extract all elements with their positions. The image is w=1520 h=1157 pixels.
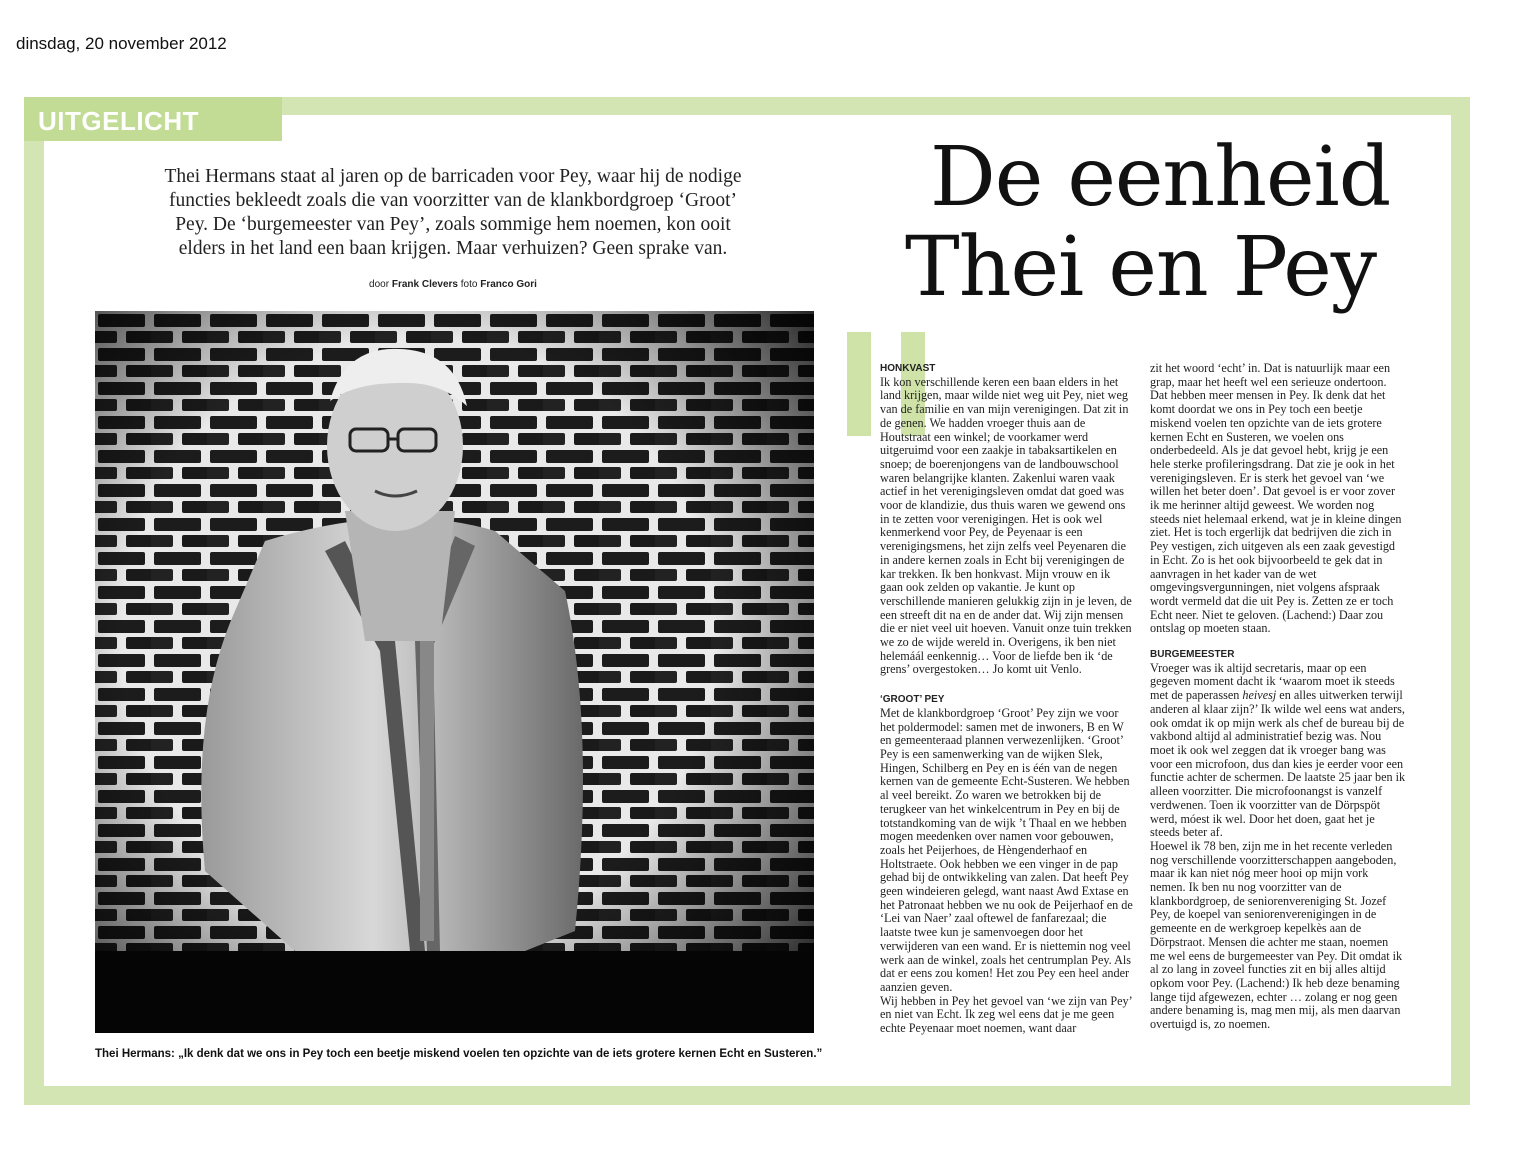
subheading-burgemeester: BURGEMEESTER [1150, 649, 1235, 661]
portrait-photo [95, 311, 814, 1033]
paragraph: Hoewel ik 78 ben, zijn me in het recente verleden nog verschillende voorzitterschappen aangeboden, maar ik kan niet nóg meer hooi op mijn vork nemen. Ik ben nu nog voorzitter van de klankbordgroep, de seniorenvereniging St. Jozef Pey, de koepel van seniorenverenigingen in de gemeente en de werkgroep kepelkès aan de Dörpstraot. Mensen die achter me staan, noemen me wel eens de burgemeester van Pey. Dit omdat ik al zo lang in zoveel functies zit en bij alles altijd opkom voor Pey. (Lachend:) Ik heb deze benaming lange tijd afgewezen, echter … zolang er nog geen andere benaming is, mag men mij, als men daarvan overtuigd is, zo noemen. [1150, 838, 1403, 1032]
photo-caption: Thei Hermans: „Ik denk dat we ons in Pey toch een beetje miskend voelen ten opzichte van de iets grotere kernen Echt en Susteren.” [95, 1048, 823, 1060]
paragraph: Met de klankbordgroep ‘Groot’ Pey zijn we voor het poldermodel: samen met de inwoners, B en W en gemeenteraad plannen verwezenlijken. ‘Groot’ Pey is een samenwerking van de wijken Slek, Hingen, Schilberg en Pey en is één van de negen kernen van de gemeente Echt-Susteren. We hebben al veel bereikt. Zo waren we betrokken bij de terugkeer van het winkelcentrum in Pey en bij de totstandkoming van de wijk ’t Thaal en we hebben mogen meedenken over namen voor gebouwen, zoals het Peijerhoes, de Hèngenderhaof en Holtstraete. Ook hebben we een vinger in de pap gehad bij de ontwikkeling van zalen. Dat heeft Pey geen windeieren gelegd, want naast Awd Extase en het Patronaat hebben we nu ook de Peijerhaof en de ‘Lei van Naer’ zaal oftewel de fanfarezaal; die laatste twee kun je samenvoegen door het verwijderen van een wand. Er is niettemin nog veel werk aan de winkel, zoals het centrumplan Pey. Als dat er eens zou komen! Het zou Pey een heel ander aanzien geven. [880, 705, 1133, 994]
headline-line-2: Thei en Pey [905, 220, 1377, 315]
article-column-1 [880, 362, 1136, 1036]
paragraph: zit het woord ‘echt’ in. Dat is natuurlijk maar een grap, maar het heeft wel een serieuze ondertoon. Dat hebben meer mensen in Pey. Ik denk dat het komt doordat we ons in Pey toch een beetje miskend voelen ten opzichte van de iets grotere kernen Echt en Susteren, we voelen ons onderbedeeld. Als je dat gevoel hebt, krijg je een hele sterke profileringsdrang. Dat zie je ook in het verenigingsleven. Er is sterk het gevoel van ‘we willen het beter doen’. Dat gevoel is er voor zover ik me herinner altijd geweest. We worden nog steeds niet helemaal erkend, wat je in kleine dingen ziet. Het is toch ergerlijk dat bedrijven die zich in Pey vestigen, zich uitgeven als een zaak gevestigd in Echt. Zo is het ook bijvoorbeeld te gek dat in aanvragen in het kader van de wet omgevingsvergunningen, niet volgens afspraak wordt vermeld dat die uit Pey is. Zetten ze er toch Echt neer. Niet te geloven. (Lachend:) Daar zou ontslag op moeten staan. [1150, 361, 1402, 636]
section-label: UITGELICHT [38, 106, 199, 136]
paragraph-text: en alles uitwerken terwijl anderen al klaar zijn?’ Ik wilde wel eens wat anders, ook omdat ik op mijn werk als chef de bureau bij de vakbond altijd al administratief bezig was. Nou moet ik ook wel zeggen dat ik vroeger bang was voor een microfoon, dus dan kies je eerder voor een functie achter de schermen. De laatste 25 jaar ben ik alleen voorzitter. Die microfoonangst is vanzelf verdwenen. Toen ik voorzitter van de Dörpspöt werd, móest ik wel. Door het doen, gaat het je steeds beter af. [1150, 688, 1406, 840]
byline-photographer: Franco Gori [480, 279, 537, 290]
subheading-groot-pey: ‘GROOT’ PEY [880, 694, 945, 706]
headline-line-1: De eenheid [930, 130, 1391, 225]
page-date: dinsdag, 20 november 2012 [16, 34, 227, 53]
subheading-honkvast: HONKVAST [880, 363, 936, 374]
byline-author: Frank Clevers [391, 279, 458, 290]
paragraph [1150, 662, 1406, 840]
headline [905, 130, 1425, 315]
paragraph-emphasis: heivesj [1242, 688, 1277, 703]
article-column-2 [1150, 362, 1406, 1032]
paragraph: Wij hebben in Pey het gevoel van ‘we zijn van Pey’ en niet van Echt. Ik zeg wel eens dat je me geen echte Peyenaar moet noemen, want daar [880, 993, 1132, 1036]
paragraph-text: Vroeger was ik altijd secretaris, maar op een gegeven moment dacht ik ‘waarom moet ik steeds met de paperassen [1150, 660, 1395, 703]
byline-prefix: door [369, 279, 390, 290]
byline-photo-prefix: foto [460, 279, 478, 290]
paragraph: Ik kon verschillende keren een baan elders in het land krijgen, maar wilde niet weg uit Pey, niet weg van de familie en van mijn verenigingen. Dat zit in de genen. We hadden vroeger thuis aan de Houtstraat een winkel; de voorkamer werd uitgeruimd voor een zaakje in tabaksartikelen en snoep; de boerenjongens van de landbouwschool waren belangrijke klanten. Zakenlui waren vaak actief in het verenigingsleven omdat dat goed was voor de klandizie, dus thuis waren we gewend ons in te zetten voor verenigingen. Het is ook wel kenmerkend voor Pey, de Peyenaar is een verenigingsmens, het zijn zelfs veel Peyenaren die in andere kernen zoals in Echt bij verenigingen de kar trekken. Ik ben honkvast. Mijn vrouw en ik gaan ook zelden op vakantie. Je kunt op verschillende manieren gelukkig zijn in je leven, de een streeft dit na en de ander dat. Wij zijn mensen die er niet veel uit hoeven. Vanuit onze tuin trekken we zo de wijde wereld in. Overigens, ik ben niet helemáál eenkennig… Voor de liefde ben ik ‘de grens’ overgestoken… Jo komt uit Venlo. [880, 374, 1132, 677]
intro-text: Thei Hermans staat al jaren op de barricaden voor Pey, waar hij de nodige functies bekleedt zoals die van voorzitter van de klankbordgroep ‘Groot’ Pey. De ‘burgemeester van Pey’, zoals sommige hem noemen, kon ooit elders in het land een baan krijgen. Maar verhuizen? Geen sprake van. [164, 166, 742, 259]
byline [160, 279, 746, 290]
